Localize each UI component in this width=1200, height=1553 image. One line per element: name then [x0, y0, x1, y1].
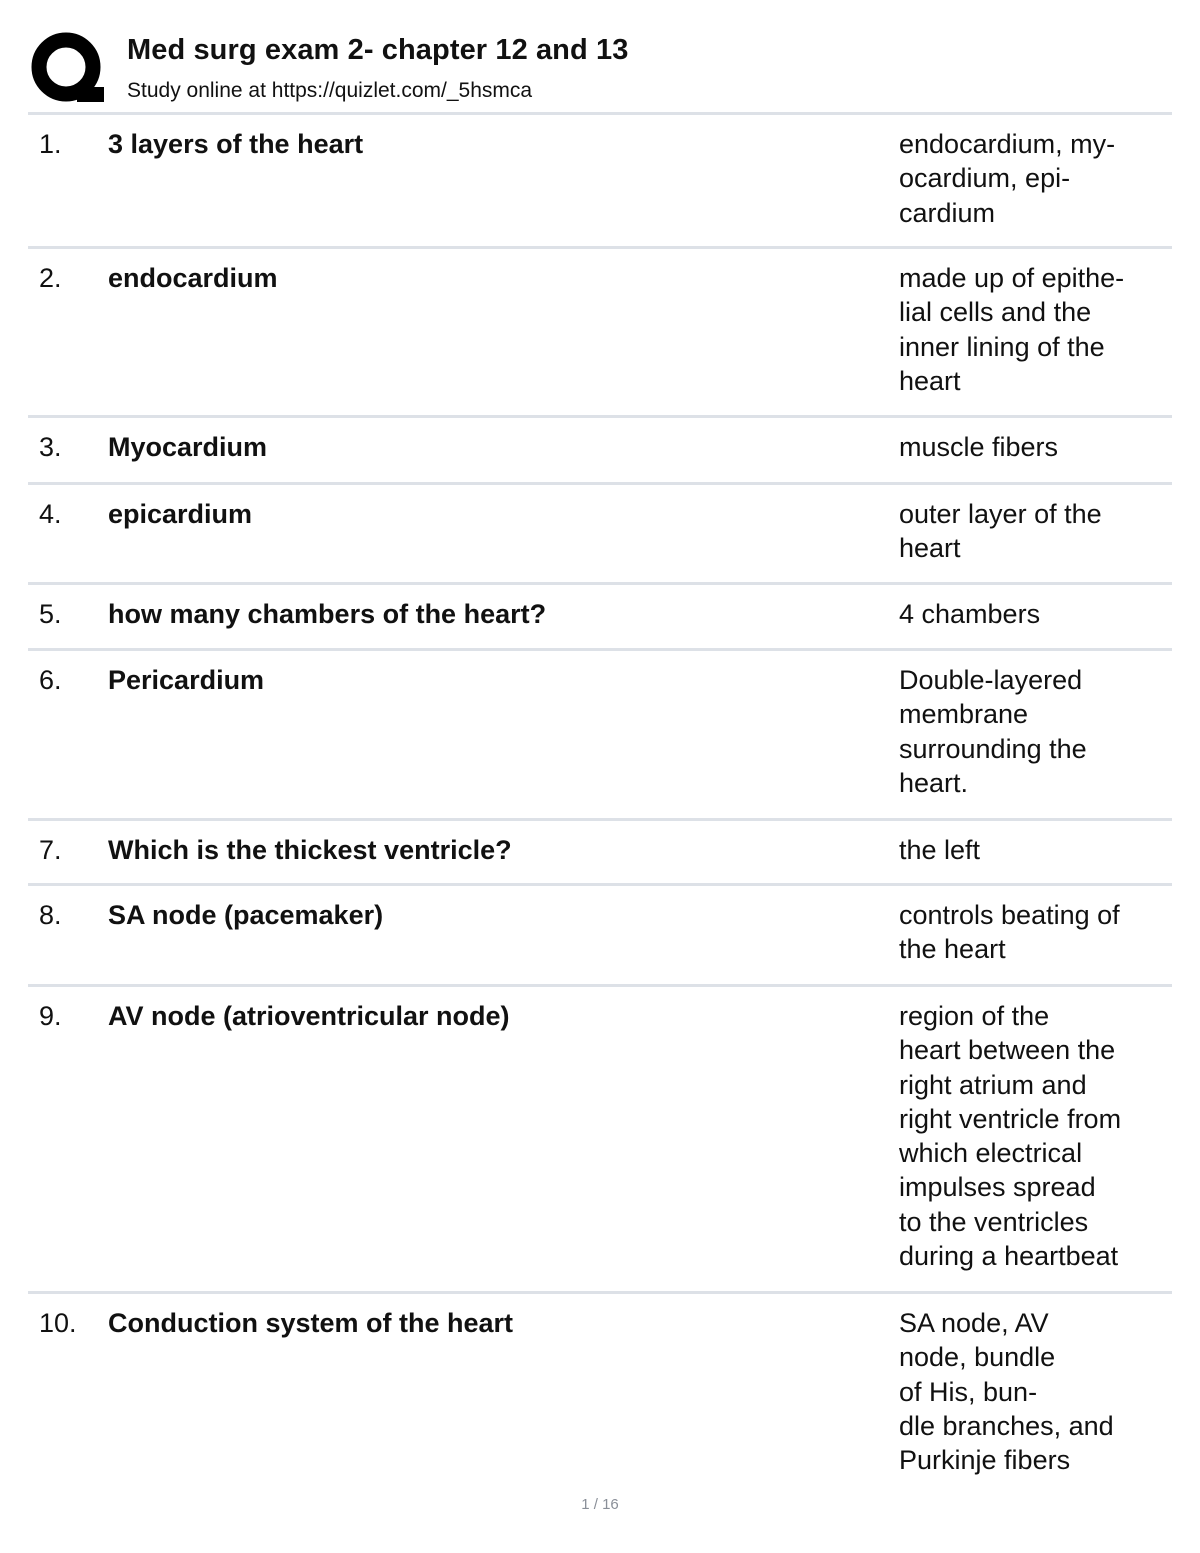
definition-line: right ventricle from	[899, 1103, 1122, 1134]
definition-line: right atrium and	[899, 1069, 1087, 1100]
card-definition	[899, 833, 1169, 867]
card-term: epicardium	[108, 499, 253, 529]
flashcard-row	[28, 249, 1172, 418]
card-number: 10.	[39, 1308, 77, 1338]
document-header	[28, 28, 1172, 112]
definition-line: muscle fibers	[899, 432, 1059, 462]
card-number: 5.	[39, 599, 62, 629]
definition-line: heart between the	[899, 1035, 1116, 1066]
definition-line: which electrical	[899, 1138, 1083, 1169]
flashcard-row	[28, 115, 1172, 249]
card-definition	[899, 430, 1169, 464]
card-definition	[899, 127, 1169, 230]
definition-line: controls beating of	[899, 900, 1120, 930]
definition-line: dle branches, and	[899, 1410, 1114, 1441]
document-title: Med surg exam 2- chapter 12 and 13	[127, 34, 629, 66]
definition-line: ocardium, epi-	[899, 163, 1071, 194]
flashcard-row	[28, 485, 1172, 585]
definition-line: during a heartbeat	[899, 1241, 1119, 1272]
definition-line: impulses spread	[899, 1172, 1096, 1203]
definition-line: of His, bun-	[899, 1376, 1038, 1407]
definition-line: endocardium, my-	[899, 129, 1116, 159]
definition-line: made up of epithe-	[899, 263, 1125, 293]
definition-line: to the ventricles	[899, 1206, 1089, 1237]
card-definition	[899, 261, 1169, 398]
definition-line: heart	[899, 533, 961, 564]
definition-line: surrounding the	[899, 733, 1087, 764]
card-term: Myocardium	[108, 432, 268, 462]
card-number: 7.	[39, 835, 62, 865]
card-term: SA node (pacemaker)	[108, 900, 384, 930]
card-number: 8.	[39, 900, 62, 930]
card-term: Conduction system of the heart	[108, 1308, 514, 1338]
definition-line: lial cells and the	[899, 297, 1092, 328]
flashcard-row	[28, 651, 1172, 821]
quizlet-q-logo-icon	[30, 30, 106, 106]
definition-line: region of the	[899, 1001, 1050, 1031]
card-definition	[899, 597, 1169, 631]
flashcard-row	[28, 821, 1172, 886]
definition-line: membrane	[899, 699, 1029, 730]
flashcard-row	[28, 585, 1172, 651]
card-definition	[899, 898, 1169, 967]
card-term: 3 layers of the heart	[108, 129, 364, 159]
card-term: AV node (atrioventricular node)	[108, 1001, 510, 1031]
definition-line: 4 chambers	[899, 599, 1041, 629]
definition-line: Double-layered	[899, 665, 1083, 695]
card-number: 3.	[39, 432, 62, 462]
card-definition	[899, 1306, 1169, 1477]
definition-line: node, bundle	[899, 1342, 1056, 1373]
card-term: how many chambers of the heart?	[108, 599, 547, 629]
card-number: 4.	[39, 499, 62, 529]
card-number: 2.	[39, 263, 62, 293]
flashcard-row	[28, 418, 1172, 485]
definition-line: cardium	[899, 197, 996, 228]
card-number: 1.	[39, 129, 62, 159]
page-indicator: 1 / 16	[581, 1496, 619, 1513]
card-term: endocardium	[108, 263, 278, 293]
document-subtitle: Study online at https://quizlet.com/_5hsmca	[127, 79, 533, 102]
card-definition	[899, 999, 1169, 1273]
definition-line: the heart	[899, 934, 1006, 965]
flashcard-list	[28, 115, 1172, 1494]
card-term: Which is the thickest ventricle?	[108, 835, 512, 865]
flashcard-row	[28, 987, 1172, 1294]
card-term: Pericardium	[108, 665, 265, 695]
definition-line: the left	[899, 835, 981, 865]
definition-line: heart	[899, 365, 961, 396]
card-number: 9.	[39, 1001, 62, 1031]
definition-line: SA node, AV	[899, 1308, 1049, 1338]
definition-line: heart.	[899, 767, 969, 798]
definition-line: Purkinje fibers	[899, 1445, 1071, 1476]
card-number: 6.	[39, 665, 62, 695]
definition-line: outer layer of the	[899, 499, 1102, 529]
definition-line: inner lining of the	[899, 331, 1105, 362]
card-definition	[899, 663, 1169, 800]
card-definition	[899, 497, 1169, 566]
flashcard-row	[28, 886, 1172, 987]
flashcard-row-last	[28, 1294, 1172, 1494]
